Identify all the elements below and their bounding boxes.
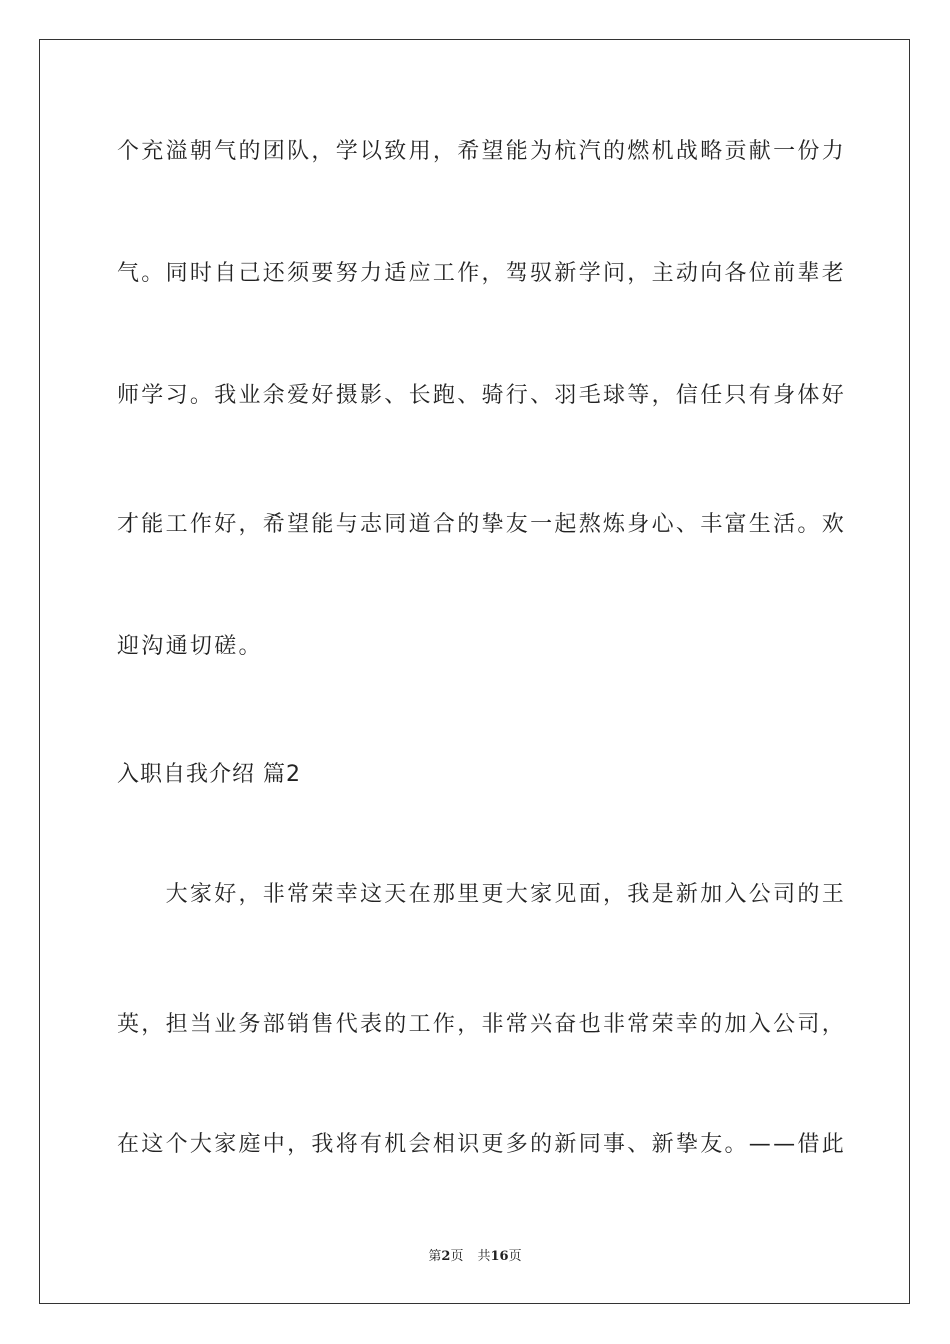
page-border [39, 39, 910, 1304]
footer-page-prefix: 第 [428, 1249, 442, 1264]
text-line-2: 气。同时自己还须要努力适应工作，驾驭新学问，主动向各位前辈老 [117, 261, 847, 286]
section-heading: 入职自我介绍 篇2 [117, 762, 301, 787]
text-line-6: 大家好，非常荣幸这天在那里更大家见面，我是新加入公司的王 [117, 882, 847, 907]
text-line-1: 个充溢朝气的团队，学以致用，希望能为杭汽的燃机战略贡献一份力 [117, 139, 847, 164]
page-footer [0, 1248, 950, 1266]
footer-total-number: 16 [490, 1249, 509, 1264]
text-line-3: 师学习。我业余爱好摄影、长跑、骑行、羽毛球等，信任只有身体好 [117, 383, 847, 408]
footer-page-suffix: 页 [450, 1249, 464, 1264]
text-line-5: 迎沟通切磋。 [117, 634, 263, 659]
footer-page-number: 2 [441, 1249, 451, 1264]
footer-total-suffix: 页 [508, 1249, 522, 1264]
text-line-4: 才能工作好，希望能与志同道合的挚友一起熬炼身心、丰富生活。欢 [117, 512, 847, 537]
footer-total-prefix: 共 [477, 1249, 491, 1264]
text-line-7: 英，担当业务部销售代表的工作，非常兴奋也非常荣幸的加入公司， [117, 1012, 847, 1037]
text-line-8: 在这个大家庭中，我将有机会相识更多的新同事、新挚友。——借此 [117, 1132, 847, 1157]
